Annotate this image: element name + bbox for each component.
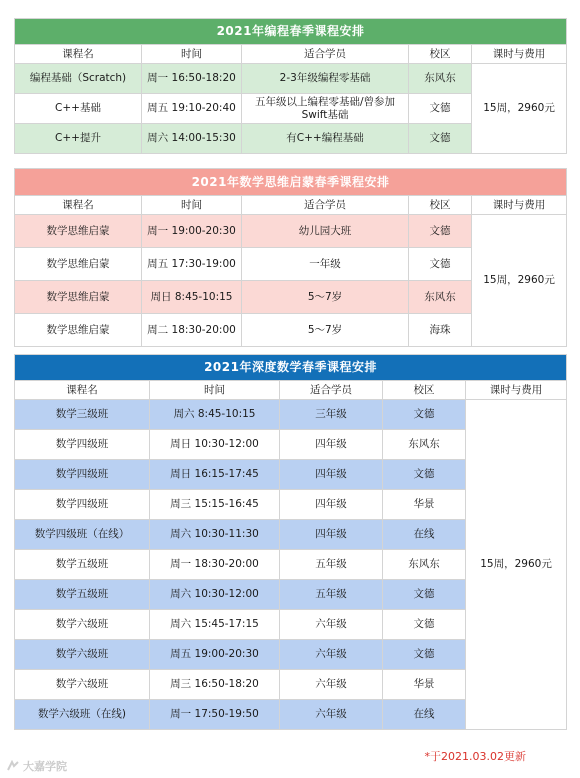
course-name: 数学四级班（在线） bbox=[15, 520, 150, 550]
course-fee: 15周，2960元 bbox=[466, 400, 567, 730]
course-campus: 文德 bbox=[409, 94, 472, 124]
thinking-schedule-table bbox=[14, 168, 567, 347]
course-campus: 东风东 bbox=[383, 430, 466, 460]
course-time: 周三 15:15-16:45 bbox=[150, 490, 280, 520]
course-time: 周一 18:30-20:00 bbox=[150, 550, 280, 580]
watermark bbox=[6, 758, 67, 774]
course-name: 数学五级班 bbox=[15, 550, 150, 580]
course-time: 周六 10:30-11:30 bbox=[150, 520, 280, 550]
header-fee: 课时与费用 bbox=[472, 45, 567, 64]
header-students: 适合学员 bbox=[280, 381, 383, 400]
course-name: 数学六级班（在线) bbox=[15, 700, 150, 730]
course-campus: 文德 bbox=[409, 215, 472, 248]
course-students: 5～7岁 bbox=[242, 314, 409, 347]
course-students: 5～7岁 bbox=[242, 281, 409, 314]
course-students: 一年级 bbox=[242, 248, 409, 281]
header-course: 课程名 bbox=[15, 45, 142, 64]
course-name: 数学四级班 bbox=[15, 490, 150, 520]
header-course: 课程名 bbox=[15, 196, 142, 215]
header-fee: 课时与费用 bbox=[472, 196, 567, 215]
course-name: 数学六级班 bbox=[15, 610, 150, 640]
course-time: 周六 15:45-17:15 bbox=[150, 610, 280, 640]
course-fee: 15周，2960元 bbox=[472, 64, 567, 154]
course-time: 周六 10:30-12:00 bbox=[150, 580, 280, 610]
course-students: 有C++编程基础 bbox=[242, 124, 409, 154]
course-time: 周五 17:30-19:00 bbox=[142, 248, 242, 281]
course-students: 幼儿园大班 bbox=[242, 215, 409, 248]
header-time: 时间 bbox=[142, 45, 242, 64]
course-students: 六年级 bbox=[280, 670, 383, 700]
header-students: 适合学员 bbox=[242, 196, 409, 215]
course-name: 数学四级班 bbox=[15, 430, 150, 460]
course-name: 数学四级班 bbox=[15, 460, 150, 490]
course-campus: 在线 bbox=[383, 700, 466, 730]
course-name: C++基础 bbox=[15, 94, 142, 124]
course-students: 五年级 bbox=[280, 580, 383, 610]
course-students: 2-3年级编程零基础 bbox=[242, 64, 409, 94]
coding-schedule-table bbox=[14, 18, 567, 154]
course-name: 编程基础（Scratch) bbox=[15, 64, 142, 94]
course-name: 数学思维启蒙 bbox=[15, 215, 142, 248]
course-campus: 文德 bbox=[383, 400, 466, 430]
course-students: 四年级 bbox=[280, 520, 383, 550]
header-row bbox=[15, 381, 567, 400]
course-campus: 文德 bbox=[383, 460, 466, 490]
course-students: 六年级 bbox=[280, 640, 383, 670]
table-title: 2021年编程春季课程安排 bbox=[15, 19, 567, 45]
watermark-logo-icon bbox=[6, 760, 20, 772]
course-name: 数学六级班 bbox=[15, 640, 150, 670]
header-fee: 课时与费用 bbox=[466, 381, 567, 400]
course-name: 数学思维启蒙 bbox=[15, 281, 142, 314]
watermark-text: 大嘉学院 bbox=[23, 760, 67, 773]
header-campus: 校区 bbox=[383, 381, 466, 400]
course-time: 周一 19:00-20:30 bbox=[142, 215, 242, 248]
course-time: 周五 19:00-20:30 bbox=[150, 640, 280, 670]
course-students: 六年级 bbox=[280, 700, 383, 730]
course-time: 周日 16:15-17:45 bbox=[150, 460, 280, 490]
course-campus: 海珠 bbox=[409, 314, 472, 347]
header-time: 时间 bbox=[142, 196, 242, 215]
course-name: 数学六级班 bbox=[15, 670, 150, 700]
course-fee: 15周，2960元 bbox=[472, 215, 567, 347]
course-name: 数学思维启蒙 bbox=[15, 248, 142, 281]
table-title: 2021年深度数学春季课程安排 bbox=[15, 355, 567, 381]
course-campus: 文德 bbox=[383, 640, 466, 670]
table-title: 2021年数学思维启蒙春季课程安排 bbox=[15, 169, 567, 196]
course-campus: 在线 bbox=[383, 520, 466, 550]
header-campus: 校区 bbox=[409, 196, 472, 215]
course-time: 周六 8:45-10:15 bbox=[150, 400, 280, 430]
course-campus: 东风东 bbox=[409, 64, 472, 94]
course-time: 周五 19:10-20:40 bbox=[142, 94, 242, 124]
course-name: C++提升 bbox=[15, 124, 142, 154]
header-course: 课程名 bbox=[15, 381, 150, 400]
course-name: 数学五级班 bbox=[15, 580, 150, 610]
header-students: 适合学员 bbox=[242, 45, 409, 64]
course-campus: 文德 bbox=[409, 248, 472, 281]
table-row bbox=[15, 215, 567, 248]
course-time: 周三 16:50-18:20 bbox=[150, 670, 280, 700]
header-time: 时间 bbox=[150, 381, 280, 400]
course-students: 六年级 bbox=[280, 610, 383, 640]
course-campus: 文德 bbox=[409, 124, 472, 154]
table-row bbox=[15, 64, 567, 94]
course-students: 五年级 bbox=[280, 550, 383, 580]
course-time: 周日 8:45-10:15 bbox=[142, 281, 242, 314]
course-time: 周二 18:30-20:00 bbox=[142, 314, 242, 347]
course-name: 数学三级班 bbox=[15, 400, 150, 430]
course-campus: 东风东 bbox=[409, 281, 472, 314]
course-students: 五年级以上编程零基础/曾参加Swift基础 bbox=[242, 94, 409, 124]
course-name: 数学思维启蒙 bbox=[15, 314, 142, 347]
course-campus: 华景 bbox=[383, 490, 466, 520]
table-row bbox=[15, 400, 567, 430]
course-time: 周一 16:50-18:20 bbox=[142, 64, 242, 94]
course-campus: 东风东 bbox=[383, 550, 466, 580]
course-students: 四年级 bbox=[280, 430, 383, 460]
header-campus: 校区 bbox=[409, 45, 472, 64]
course-students: 三年级 bbox=[280, 400, 383, 430]
course-time: 周六 14:00-15:30 bbox=[142, 124, 242, 154]
course-campus: 华景 bbox=[383, 670, 466, 700]
course-students: 四年级 bbox=[280, 460, 383, 490]
course-campus: 文德 bbox=[383, 580, 466, 610]
course-time: 周日 10:30-12:00 bbox=[150, 430, 280, 460]
deep-math-schedule-table bbox=[14, 354, 567, 730]
update-footnote: *于2021.03.02更新 bbox=[424, 750, 526, 763]
course-campus: 文德 bbox=[383, 610, 466, 640]
header-row bbox=[15, 45, 567, 64]
header-row bbox=[15, 196, 567, 215]
course-students: 四年级 bbox=[280, 490, 383, 520]
course-time: 周一 17:50-19:50 bbox=[150, 700, 280, 730]
